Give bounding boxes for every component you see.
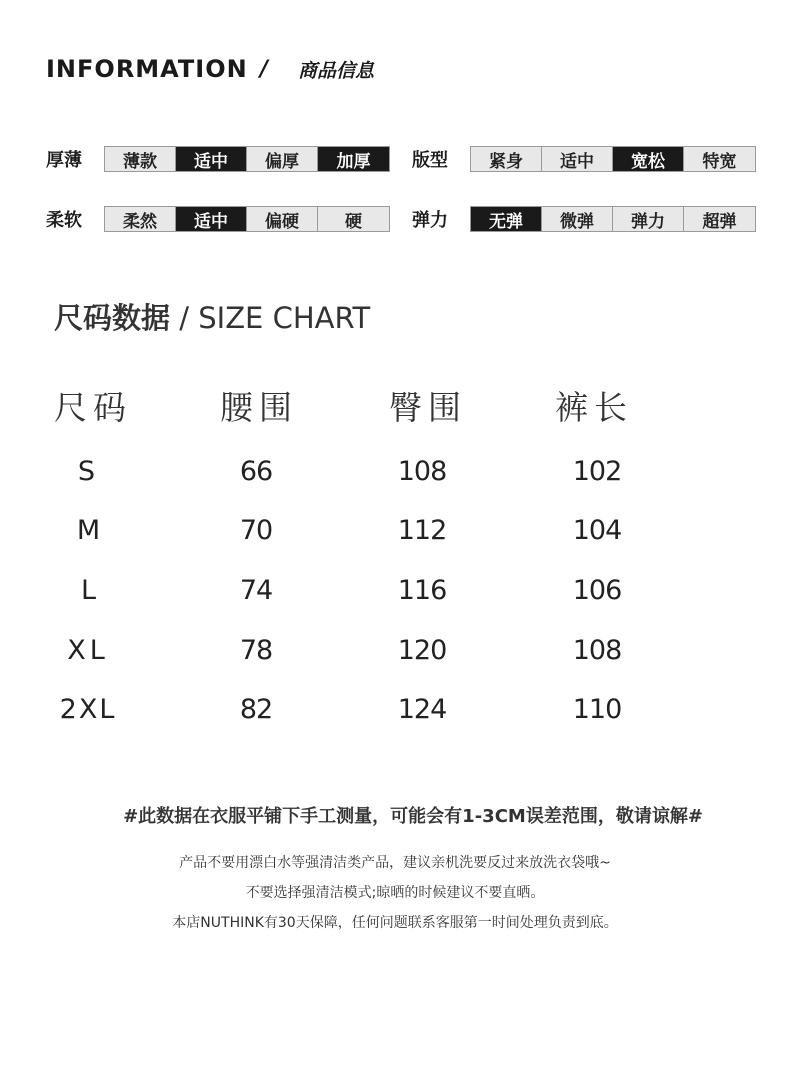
cell-hip: 108: [397, 456, 447, 487]
cell-hip: 124: [397, 694, 447, 725]
option-stiff: 硬: [345, 211, 362, 232]
attribute-softness: [46, 206, 390, 232]
cell-size: L: [80, 575, 96, 606]
attribute-label: 版型: [412, 150, 448, 171]
attribute-label: 弹力: [412, 210, 448, 231]
cell-length: 106: [572, 575, 622, 606]
option-thin: 薄款: [105, 147, 176, 171]
care-note-1: 产品不要用漂白水等强清洁类产品，建议亲机洗要反过来放洗衣袋哦~: [179, 855, 611, 871]
size-chart-title-separator: /: [170, 301, 199, 335]
option-super-stretch: 超弹: [702, 211, 737, 232]
size-chart-title: [54, 296, 370, 337]
size-chart-title-cn: 尺码数据: [54, 301, 171, 335]
option-stretch: 弹力: [613, 207, 684, 231]
cell-size: 2XL: [59, 694, 117, 725]
attribute-options: [104, 146, 390, 172]
attribute-fit: [412, 146, 756, 172]
information-heading: [46, 54, 375, 84]
cell-size: M: [76, 515, 100, 546]
cell-hip: 120: [397, 635, 447, 666]
care-note-2: 不要选择强清洁模式;晾晒的时候建议不要直晒。: [245, 885, 545, 901]
option-medium-selected: 适中: [176, 147, 247, 171]
header-length: 裤长: [555, 388, 633, 427]
information-title-cn: 商品信息: [298, 59, 375, 82]
attribute-elasticity: [412, 206, 756, 232]
header-size: 尺码: [54, 388, 132, 427]
size-chart-title-en: SIZE CHART: [198, 301, 371, 335]
cell-length: 110: [572, 694, 622, 725]
header-hip: 臀围: [389, 388, 467, 427]
cell-waist: 66: [239, 456, 273, 487]
option-slight-stretch: 微弹: [542, 207, 613, 231]
option-medium-selected: 适中: [176, 207, 247, 231]
option-extra-wide: 特宽: [702, 151, 737, 172]
option-tight: 紧身: [471, 147, 542, 171]
option-loose-selected: 宽松: [613, 147, 684, 171]
option-thick-selected: 加厚: [318, 147, 389, 171]
cell-hip: 112: [397, 515, 447, 546]
cell-waist: 70: [239, 515, 273, 546]
measurement-note: #此数据在衣服平铺下手工测量，可能会有1-3CM误差范围，敬请谅解#: [123, 806, 703, 827]
cell-waist: 82: [239, 694, 273, 725]
attribute-label: 柔软: [46, 210, 82, 231]
cell-length: 104: [572, 515, 622, 546]
information-title-en: INFORMATION: [46, 55, 248, 83]
option-stiffish: 偏硬: [247, 207, 318, 231]
attribute-thickness: [46, 146, 390, 172]
option-regular: 适中: [542, 147, 613, 171]
cell-length: 108: [572, 635, 622, 666]
header-waist: 腰围: [220, 388, 298, 427]
attribute-options: [470, 206, 756, 232]
option-soft: 柔然: [105, 207, 176, 231]
option-thickish: 偏厚: [247, 147, 318, 171]
option-no-stretch-selected: 无弹: [471, 207, 542, 231]
attribute-options: [104, 206, 390, 232]
cell-waist: 74: [239, 575, 273, 606]
cell-length: 102: [572, 456, 622, 487]
attribute-label: 厚薄: [46, 150, 82, 171]
cell-hip: 116: [397, 575, 447, 606]
cell-size: S: [77, 456, 95, 487]
attribute-options: [470, 146, 756, 172]
cell-waist: 78: [239, 635, 273, 666]
guarantee-note: 本店NUTHINK有30天保障，任何问题联系客服第一时间处理负责到底。: [172, 915, 618, 931]
information-separator: /: [260, 56, 269, 82]
cell-size: XL: [67, 635, 109, 666]
